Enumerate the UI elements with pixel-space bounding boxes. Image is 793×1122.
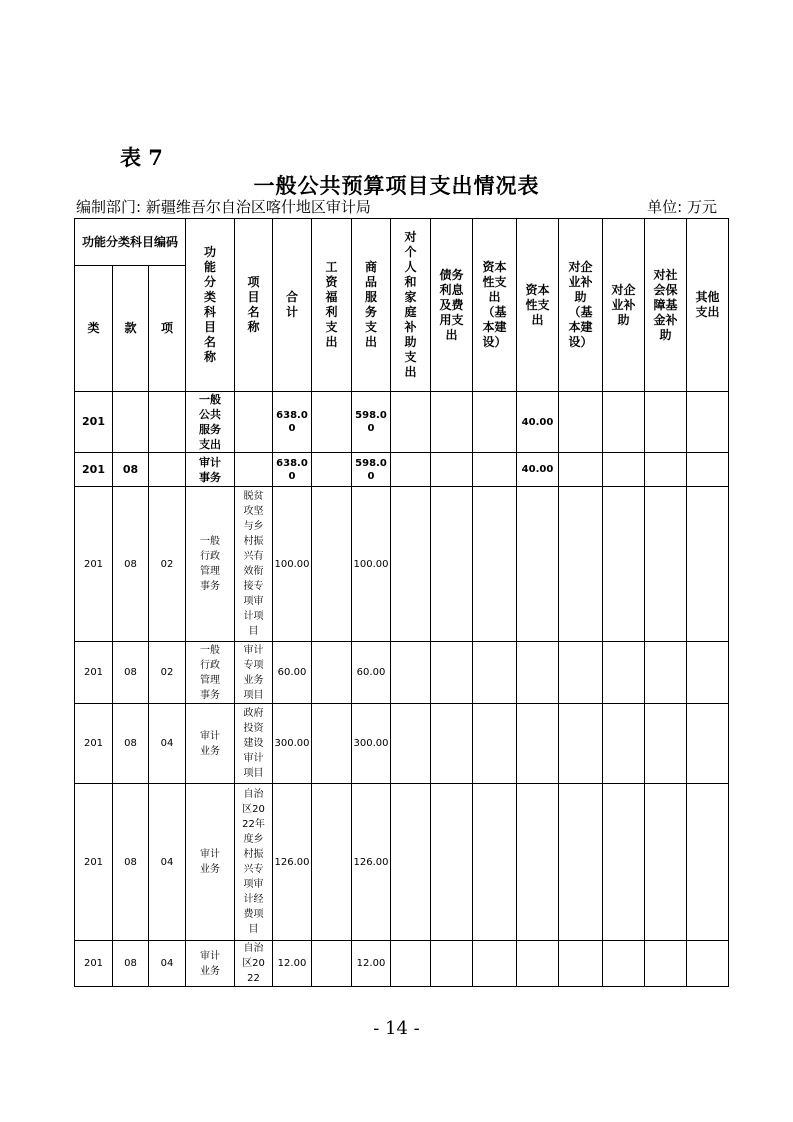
cell-proj: 自治区2022 [235, 941, 273, 987]
cell-enterprise-basic [559, 784, 603, 941]
header-capital-basic: 资本性支出（基本建设） [473, 219, 517, 392]
cell-func: 审计事务 [186, 453, 235, 487]
header-xiang: 项 [149, 266, 186, 392]
cell-social [645, 784, 687, 941]
cell-salary [312, 453, 352, 487]
cell-other [687, 784, 729, 941]
table-row [75, 487, 729, 642]
cell-total: 126.00 [273, 784, 312, 941]
cell-enterprise-basic [559, 941, 603, 987]
cell-kuan: 08 [113, 487, 149, 642]
cell-kuan: 08 [113, 453, 149, 487]
page-number: - 14 - [373, 1018, 420, 1039]
cell-kuan [113, 392, 149, 453]
cell-enterprise-basic [559, 453, 603, 487]
cell-goods: 598.00 [352, 453, 391, 487]
cell-salary [312, 784, 352, 941]
cell-social [645, 453, 687, 487]
cell-total: 638.00 [273, 392, 312, 453]
header-kuan: 款 [113, 266, 149, 392]
cell-enterprise [603, 453, 645, 487]
cell-goods: 100.00 [352, 487, 391, 642]
header-lei: 类 [75, 266, 113, 392]
table-row [75, 784, 729, 941]
cell-enterprise-basic [559, 642, 603, 704]
cell-goods: 12.00 [352, 941, 391, 987]
table-row [75, 642, 729, 704]
cell-proj: 审计专项业务项目 [235, 642, 273, 704]
cell-capital-basic [473, 784, 517, 941]
cell-xiang [149, 392, 186, 453]
cell-social [645, 392, 687, 453]
cell-capital-basic [473, 704, 517, 784]
cell-capital: 40.00 [517, 453, 559, 487]
cell-other [687, 487, 729, 642]
cell-enterprise [603, 704, 645, 784]
cell-xiang: 04 [149, 941, 186, 987]
header-code-group: 功能分类科目编码 [75, 219, 186, 266]
cell-lei: 201 [75, 392, 113, 453]
cell-capital-basic [473, 642, 517, 704]
cell-xiang: 02 [149, 487, 186, 642]
cell-other [687, 453, 729, 487]
header-enterprise-basic: 对企业补助（基本建设） [559, 219, 603, 392]
cell-personal [391, 453, 431, 487]
cell-lei: 201 [75, 642, 113, 704]
cell-lei: 201 [75, 941, 113, 987]
cell-xiang [149, 453, 186, 487]
header-capital: 资本性支出 [517, 219, 559, 392]
unit-label: 单位: 万元 [647, 198, 717, 216]
table-row [75, 704, 729, 784]
cell-func: 一般行政管理事务 [186, 487, 235, 642]
cell-proj: 政府投资建设审计项目 [235, 704, 273, 784]
cell-other [687, 642, 729, 704]
cell-salary [312, 392, 352, 453]
cell-func: 一般行政管理事务 [186, 642, 235, 704]
cell-debt [431, 453, 473, 487]
header-social: 对社会保障基金补助 [645, 219, 687, 392]
cell-capital-basic [473, 453, 517, 487]
cell-capital: 40.00 [517, 392, 559, 453]
cell-xiang: 04 [149, 704, 186, 784]
cell-social [645, 941, 687, 987]
header-proj-name: 项目名称 [235, 219, 273, 392]
cell-total: 100.00 [273, 487, 312, 642]
cell-debt [431, 784, 473, 941]
table-row [75, 453, 729, 487]
header-salary: 工资福利支出 [312, 219, 352, 392]
header-func-name: 功能分类科目名称 [186, 219, 235, 392]
cell-lei: 201 [75, 453, 113, 487]
cell-total: 12.00 [273, 941, 312, 987]
cell-enterprise-basic [559, 487, 603, 642]
cell-social [645, 487, 687, 642]
cell-capital-basic [473, 941, 517, 987]
cell-personal [391, 941, 431, 987]
cell-total: 638.00 [273, 453, 312, 487]
table-row [75, 392, 729, 453]
cell-enterprise [603, 392, 645, 453]
cell-proj: 自治区2022年度乡村振兴专项审计经费项目 [235, 784, 273, 941]
cell-other [687, 392, 729, 453]
cell-func: 审计业务 [186, 704, 235, 784]
header-enterprise: 对企业补助 [603, 219, 645, 392]
budget-table [74, 218, 729, 987]
cell-salary [312, 704, 352, 784]
cell-personal [391, 642, 431, 704]
cell-capital-basic [473, 392, 517, 453]
cell-goods: 60.00 [352, 642, 391, 704]
cell-personal [391, 704, 431, 784]
cell-goods: 300.00 [352, 704, 391, 784]
cell-debt [431, 704, 473, 784]
cell-kuan: 08 [113, 642, 149, 704]
cell-proj [235, 453, 273, 487]
cell-xiang: 02 [149, 642, 186, 704]
cell-personal [391, 487, 431, 642]
cell-goods: 126.00 [352, 784, 391, 941]
cell-other [687, 704, 729, 784]
cell-proj: 脱贫攻坚与乡村振兴有效衔接专项审计项目 [235, 487, 273, 642]
cell-enterprise-basic [559, 704, 603, 784]
cell-lei: 201 [75, 487, 113, 642]
cell-func: 审计业务 [186, 784, 235, 941]
table-row [75, 941, 729, 987]
cell-debt [431, 487, 473, 642]
cell-capital [517, 487, 559, 642]
cell-enterprise [603, 941, 645, 987]
header-total: 合计 [273, 219, 312, 392]
cell-lei: 201 [75, 784, 113, 941]
cell-kuan: 08 [113, 941, 149, 987]
cell-debt [431, 392, 473, 453]
header-other: 其他支出 [687, 219, 729, 392]
cell-enterprise-basic [559, 392, 603, 453]
cell-capital [517, 704, 559, 784]
cell-capital [517, 941, 559, 987]
cell-capital [517, 642, 559, 704]
cell-salary [312, 642, 352, 704]
cell-salary [312, 487, 352, 642]
cell-total: 300.00 [273, 704, 312, 784]
header-goods: 商品服务支出 [352, 219, 391, 392]
cell-personal [391, 784, 431, 941]
cell-enterprise [603, 487, 645, 642]
cell-capital-basic [473, 487, 517, 642]
header-personal: 对个人和家庭补助支出 [391, 219, 431, 392]
cell-func: 审计业务 [186, 941, 235, 987]
cell-total: 60.00 [273, 642, 312, 704]
department-label: 编制部门: 新疆维吾尔自治区喀什地区审计局 [76, 198, 371, 216]
cell-enterprise [603, 784, 645, 941]
cell-personal [391, 392, 431, 453]
cell-proj [235, 392, 273, 453]
page-title: 一般公共预算项目支出情况表 [253, 174, 540, 198]
cell-salary [312, 941, 352, 987]
cell-capital [517, 784, 559, 941]
cell-goods: 598.00 [352, 392, 391, 453]
cell-func: 一般公共服务支出 [186, 392, 235, 453]
cell-kuan: 08 [113, 784, 149, 941]
cell-kuan: 08 [113, 704, 149, 784]
cell-xiang: 04 [149, 784, 186, 941]
header-debt: 债务利息及费用支出 [431, 219, 473, 392]
cell-enterprise [603, 642, 645, 704]
table-number: 表 7 [120, 145, 163, 170]
cell-debt [431, 642, 473, 704]
cell-social [645, 704, 687, 784]
cell-lei: 201 [75, 704, 113, 784]
cell-social [645, 642, 687, 704]
cell-debt [431, 941, 473, 987]
cell-other [687, 941, 729, 987]
